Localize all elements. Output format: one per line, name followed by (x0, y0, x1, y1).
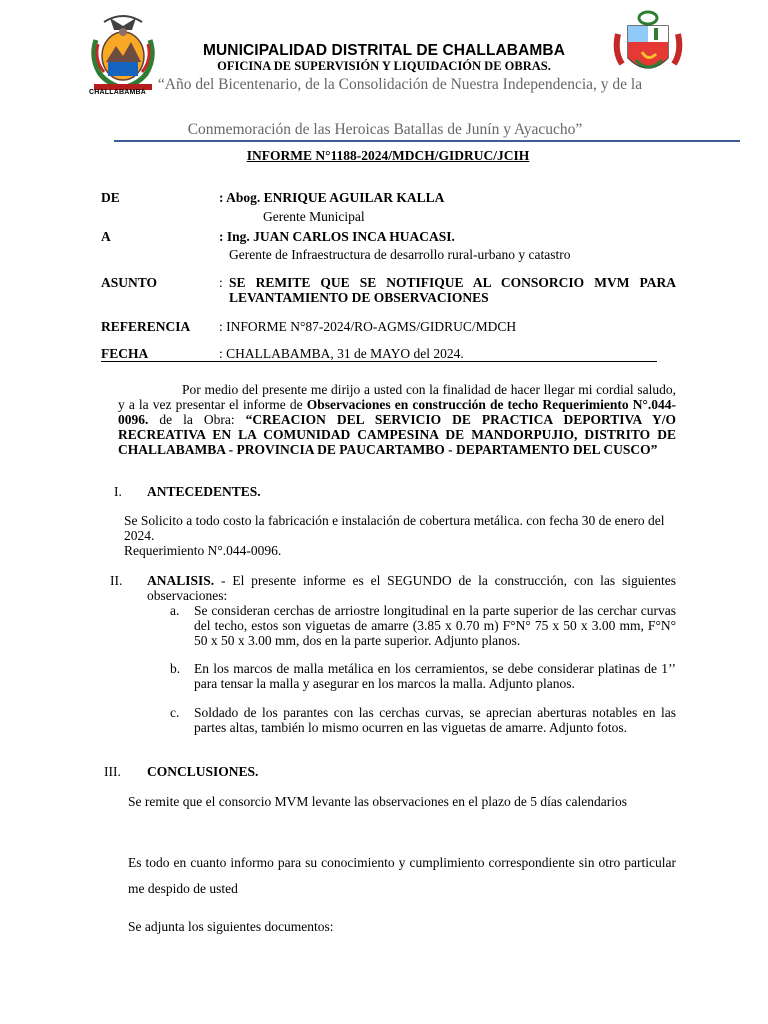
fecha-underline (101, 361, 657, 362)
de-label: DE (101, 190, 120, 205)
fecha-label: FECHA (101, 346, 149, 361)
a-value: : Ing. JUAN CARLOS INCA HUACASI. (219, 229, 455, 244)
de-role: Gerente Municipal (263, 209, 365, 224)
fecha-value: : CHALLABAMBA, 31 de MAYO del 2024. (219, 346, 464, 361)
item-b-text: En los marcos de malla metálica en los cerramientos, se debe considerar platinas de 1’’ para tensar la malla y asegurar en los marcos la malla. Adjunto planos. (194, 661, 676, 691)
a-label: A (101, 229, 111, 244)
intro-paragraph (118, 382, 676, 457)
analisis-intro (147, 573, 676, 603)
asunto-label: ASUNTO (101, 275, 158, 290)
year-motto-line1: “Año del Bicentenario, de la Consolidación de Nuestra Independencia, y de la (157, 76, 643, 93)
item-c-letter: c. (170, 705, 180, 720)
logo-caption: CHALLABAMBA (89, 89, 147, 96)
report-title: INFORME N°1188-2024/MDCH/GIDRUC/JCIH (246, 148, 530, 163)
header-rule (114, 140, 740, 142)
office-name: OFICINA DE SUPERVISIÓN Y LIQUIDACIÓN DE OBRAS. (217, 59, 551, 73)
section-1-number: I. (114, 484, 122, 499)
asunto-colon: : (219, 275, 223, 290)
asunto-value: SE REMITE QUE SE NOTIFIQUE AL CONSORCIO MVM PARA LEVANTAMIENTO DE OBSERVACIONES (229, 275, 676, 305)
antecedentes-requirement: Requerimiento N°.044-0096. (124, 543, 282, 558)
intro-text-1: Por medio del presente me dirijo a usted con la finalidad de hacer llegar mi cordial saludo, y a la vez presentar el informe de (118, 382, 676, 412)
section-2-title: ANALISIS. (147, 573, 215, 588)
section-3-title: CONCLUSIONES. (147, 764, 259, 779)
section-2-number: II. (110, 573, 123, 588)
item-a-letter: a. (170, 603, 180, 618)
section-1-title: ANTECEDENTES. (147, 484, 261, 499)
item-a-text: Se consideran cerchas de arriostre longitudinal en la parte superior de las cerchar curvas del techo, estos son viguetas de amarre (3.85 x 0.70 m) F°N° 75 x 50 x 3.00 mm, F°N° 50 x 50 x 3.00 mm, dos en la parte superior. Adjunto planos. (194, 603, 676, 648)
antecedentes-text: Se Solicito a todo costo la fabricación e instalación de cobertura metálica. con fecha 30 de enero del 2024. (124, 513, 665, 543)
referencia-label: REFERENCIA (101, 319, 191, 334)
intro-text-3: de la Obra: (148, 412, 246, 427)
item-b-letter: b. (170, 661, 181, 676)
attachments-line: Se adjunta los siguientes documentos: (128, 919, 334, 934)
municipality-name: MUNICIPALIDAD DISTRITAL DE CHALLABAMBA (203, 42, 565, 59)
section-3-number: III. (104, 764, 121, 779)
analisis-intro-text: - El presente informe es el SEGUNDO de la construcción, con las siguientes observaciones: (147, 573, 676, 603)
year-motto-line2: Conmemoración de las Heroicas Batallas de Junín y Ayacucho” (187, 121, 583, 138)
de-value: : Abog. ENRIQUE AGUILAR KALLA (219, 190, 445, 205)
a-role: Gerente de Infraestructura de desarrollo rural-urbano y catastro (229, 247, 571, 262)
conclusion-paragraph-2: Es todo en cuanto informo para su conocimiento y cumplimiento correspondiente sin otro particular me despido de usted (128, 855, 676, 896)
intro-text-4: “CREACION DEL SERVICIO DE PRACTICA DEPORTIVA Y/O RECREATIVA EN LA COMUNIDAD CAMPESINA DE MANDORPUJIO, DISTRITO DE CHALLABAMBA - PROVINCIA DE PAUCARTAMBO - DEPARTAMENTO DEL CUSCO” (118, 412, 676, 457)
intro-text-2: Observaciones en construcción de techo Requerimiento N°.044-0096. (118, 397, 676, 427)
item-c-text: Soldado de los parantes con las cerchas curvas, se aprecian aberturas notables en las partes altas, también lo mismo ocurren en las viguetas de amarre. Adjunto fotos. (194, 705, 676, 735)
conclusion-paragraph-1: Se remite que el consorcio MVM levante las observaciones en el plazo de 5 días calendarios (128, 794, 627, 809)
referencia-value: : INFORME N°87-2024/RO-AGMS/GIDRUC/MDCH (219, 319, 517, 334)
